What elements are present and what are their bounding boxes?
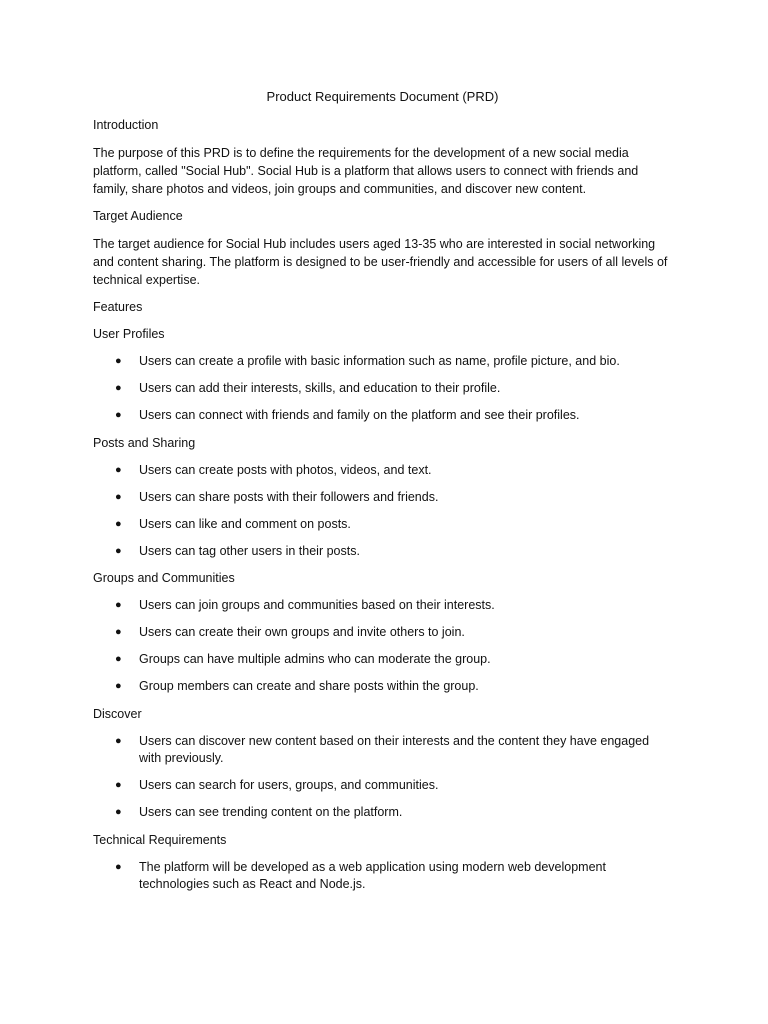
list-item-text: Groups can have multiple admins who can moderate the group. — [139, 652, 491, 666]
list-item — [93, 804, 672, 822]
groups-and-communities-list — [93, 597, 672, 696]
list-item-text: Users can discover new content based on their interests and the content they have engaged with previously. — [139, 733, 650, 765]
list-item — [93, 777, 672, 795]
section-heading-target-audience: Target Audience — [93, 209, 183, 223]
list-item-text: Users can like and comment on posts. — [139, 516, 351, 531]
list-item — [93, 489, 672, 507]
section-heading-introduction: Introduction — [93, 118, 159, 132]
bullet-icon: ● — [115, 490, 122, 503]
bullet-icon: ● — [115, 409, 122, 421]
list-item-text: Users can share posts with their followers and friends. — [139, 489, 439, 504]
bullet-icon: ● — [115, 463, 122, 476]
list-item — [93, 624, 672, 642]
section-heading-user-profiles: User Profiles — [93, 327, 165, 341]
posts-and-sharing-list — [93, 462, 672, 561]
list-item-text: Users can create posts with photos, videos, and text. — [139, 462, 432, 477]
list-item-text: Users can tag other users in their posts. — [139, 543, 360, 558]
document-title: Product Requirements Document (PRD) — [266, 89, 499, 104]
section-heading-technical-requirements: Technical Requirements — [93, 832, 227, 847]
list-item-text: Users can connect with friends and family on the platform and see their profiles. — [139, 408, 580, 422]
list-item-text: Users can see trending content on the platform. — [139, 805, 403, 819]
user-profiles-list — [93, 353, 672, 425]
bullet-icon: ● — [115, 653, 122, 665]
bullet-icon: ● — [115, 779, 122, 791]
discover-list — [93, 733, 672, 822]
list-item — [93, 462, 672, 480]
bullet-icon: ● — [115, 599, 122, 611]
list-item-text: Users can add their interests, skills, and education to their profile. — [139, 381, 501, 395]
list-item-text: Group members can create and share posts within the group. — [139, 679, 479, 693]
list-item — [93, 353, 672, 371]
list-item-text: Users can search for users, groups, and communities. — [139, 778, 439, 792]
bullet-icon: ● — [115, 734, 122, 747]
bullet-icon: ● — [115, 680, 122, 692]
list-item — [93, 859, 672, 894]
list-item — [93, 543, 672, 561]
technical-requirements-list — [93, 859, 672, 894]
bullet-icon: ● — [115, 806, 122, 818]
bullet-icon: ● — [115, 355, 122, 367]
list-item — [93, 651, 672, 669]
list-item — [93, 678, 672, 696]
section-heading-features: Features — [93, 300, 143, 314]
section-heading-posts-and-sharing: Posts and Sharing — [93, 435, 196, 450]
bullet-icon: ● — [115, 517, 122, 530]
list-item-text: Users can create a profile with basic information such as name, profile picture, and bio. — [139, 354, 620, 368]
introduction-paragraph: The purpose of this PRD is to define the requirements for the development of a new social media platform, called "Social Hub". Social Hub is a platform that allows users to connect with friends and family, share photos and videos, join groups and communities, and discover new content. — [93, 146, 639, 196]
section-heading-groups-and-communities: Groups and Communities — [93, 571, 235, 585]
list-item-text: The platform will be developed as a web application using modern web development technologies such as React and Node.js. — [139, 859, 606, 891]
list-item-text: Users can join groups and communities based on their interests. — [139, 598, 495, 612]
list-item — [93, 597, 672, 615]
bullet-icon: ● — [115, 860, 122, 873]
list-item — [93, 380, 672, 398]
section-heading-discover: Discover — [93, 706, 142, 721]
list-item — [93, 516, 672, 534]
list-item — [93, 733, 672, 768]
list-item — [93, 407, 672, 425]
bullet-icon: ● — [115, 544, 122, 557]
list-item-text: Users can create their own groups and invite others to join. — [139, 625, 465, 639]
bullet-icon: ● — [115, 626, 122, 638]
target-audience-paragraph: The target audience for Social Hub includes users aged 13-35 who are interested in social networking and content sharing. The platform is designed to be user-friendly and accessible for users of all levels of technical expertise. — [93, 237, 668, 287]
bullet-icon: ● — [115, 382, 122, 394]
